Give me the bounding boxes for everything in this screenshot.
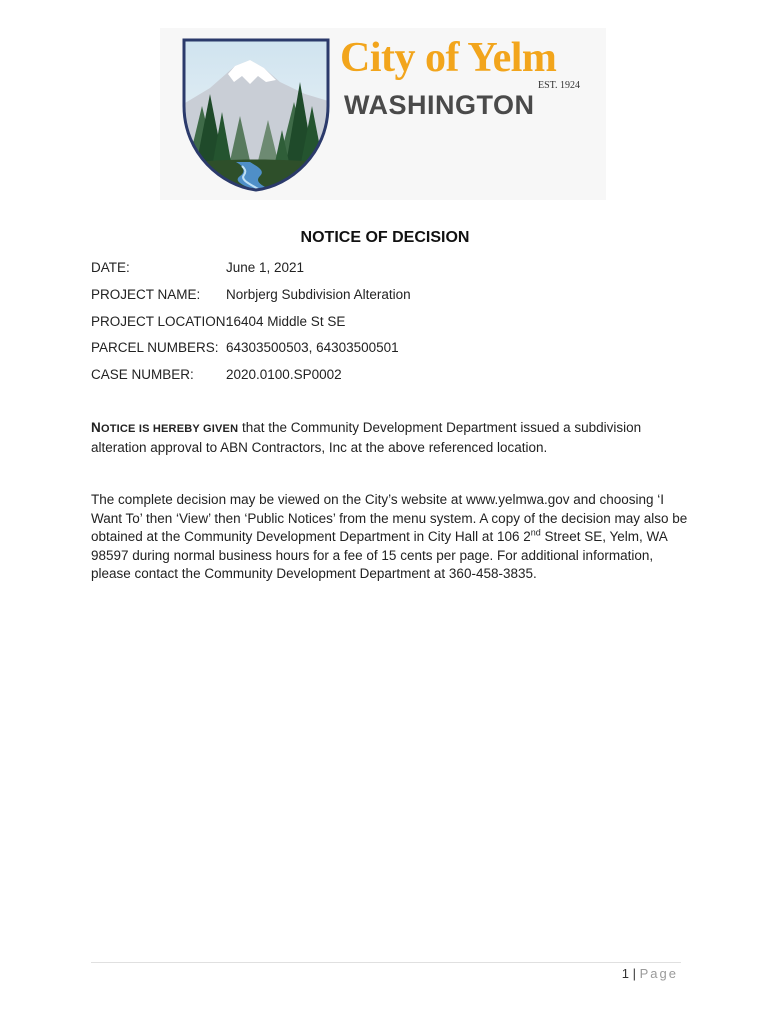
field-case-number [91, 367, 342, 382]
field-value: 16404 Middle St SE [226, 314, 346, 329]
field-label: CASE NUMBER: [91, 367, 194, 382]
field-value: Norbjerg Subdivision Alteration [226, 287, 411, 302]
footer-divider [91, 962, 681, 963]
page-word: Page [639, 966, 678, 981]
page-footer [622, 966, 678, 981]
logo-city-name: City of Yelm [340, 35, 557, 81]
page-number: 1 [621, 966, 630, 981]
notice-text: that the Community Development Department issued a subdivision alteration approval to ABN Contractors, Inc at the above referenced location. [91, 420, 642, 455]
field-project-location [91, 314, 345, 329]
logo-established: EST. 1924 [538, 80, 581, 91]
ordinal-suffix: nd [530, 527, 541, 538]
field-label: DATE: [91, 260, 130, 275]
details-text-1: The complete decision may be viewed on the City’s website at www.yelmwa.gov and choosing ‘I Want To’ then ‘View’ then ‘Public Notices’ from the menu system. A copy of the decision may also be obtained at the Community Development Department in City Hall at 106 2 [91, 492, 688, 545]
details-paragraph [91, 491, 691, 584]
footer-separator: | [629, 966, 640, 981]
field-date [91, 260, 304, 275]
notice-lead: NOTICE IS HEREBY GIVEN [91, 420, 239, 435]
field-project-name [91, 287, 411, 302]
field-value: June 1, 2021 [226, 260, 305, 275]
logo-state-name: WASHINGTON [344, 90, 535, 120]
notice-paragraph [91, 419, 691, 457]
field-label: PROJECT LOCATION: [91, 314, 230, 329]
document-title: NOTICE OF DECISION [300, 229, 470, 246]
city-logo [160, 28, 606, 200]
details-text-2: Street SE, Yelm, WA 98597 during normal business hours for a fee of 15 cents per page. For additional information, please contact the Community Development Department at 360-458-3835. [91, 529, 668, 582]
field-label: PARCEL NUMBERS: [91, 340, 219, 355]
field-label: PROJECT NAME: [91, 287, 201, 302]
field-value: 64303500503, 64303500501 [226, 340, 399, 355]
field-value: 2020.0100.SP0002 [226, 367, 342, 382]
field-parcel-numbers [91, 340, 399, 355]
city-emblem-icon [180, 36, 332, 194]
